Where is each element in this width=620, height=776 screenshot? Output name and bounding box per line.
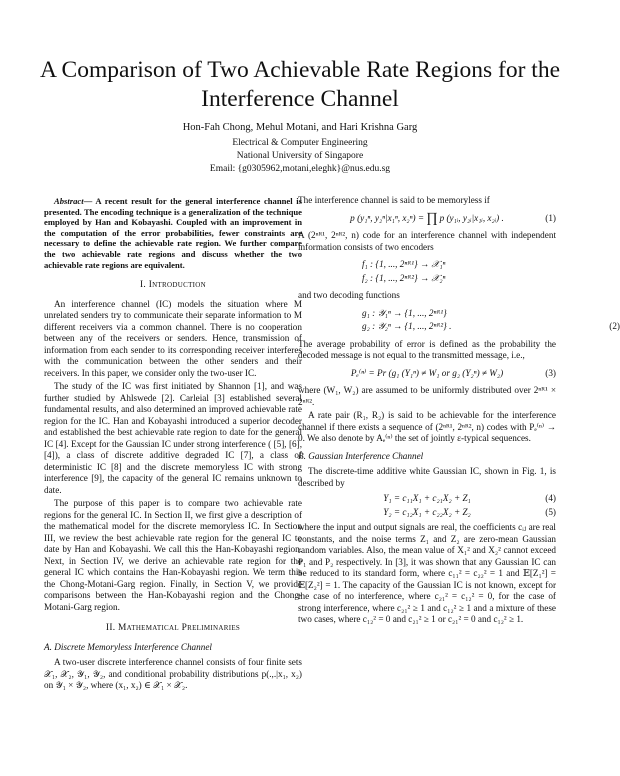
encoder-1: f₁ : {1, ..., 2ⁿᴿ¹} → 𝒳₁ⁿ [362,259,446,269]
gaussian-paragraph-2: where the input and output signals are real, the coefficients cᵢⱼ are real constants, and the noise terms Z₁ and Z₂ are zero-mean Gaussian random variables. Also, the mean value of X₁² and X₂² cannot exceed P₁ and P₂ respectively. In [3], it was shown that any Gaussian IC can be reduced to its standard form, where c₁₁² = c₂₂² = 1 and 𝔼[Z₁²] = 𝔼[Z₂²] = 1. The capacity of the Gaussian IC is not known, except for the case of no interference, where c₂₁² = c₁₂² = 0, for the case of strong interference, where c₂₁² ≥ 1 and c₁₂² ≥ 1 and a mixture of these two cases, where c₁₂² = 0 and c₂₁² ≥ 1 or c₂₁² = 0 and c₁₂² ≥ 1. [298,522,556,624]
equation-4-body: Y₁ = c₁₁X₁ + c₂₁X₂ + Z₁ [383,493,471,503]
affiliation-university: National University of Singapore [236,151,364,161]
equation-5-body: Y₂ = c₁₂X₁ + c₂₂X₂ + Z₂ [383,506,471,517]
decoder-definitions [362,307,620,333]
code-definition-paragraph: A (2ⁿᴿ¹, 2ⁿᴿ², n) code for an interference channel with independent information consists of two encoders [298,230,556,252]
abstract-label: Abstract [54,196,84,206]
abstract [44,196,302,270]
product-symbol: ∏ [426,210,438,226]
decoder-1: g₁ : 𝒴₁ⁿ → {1, ..., 2ⁿᴿ¹} [362,307,447,318]
affiliation-email: Email: {g0305962,motani,eleghk}@nus.edu.sg [209,164,391,174]
math-paragraph-1: A two-user discrete interference channel consists of four finite sets 𝒳₁, 𝒳₂, 𝒴₁, 𝒴₂, and conditional probability distributions p(.,.|x₁, x₂) on 𝒴₁ × 𝒴₂, where (x₁, x₂) ∈ 𝒳₁ × 𝒳₂. [44,657,302,691]
equation-4 [298,493,556,505]
encoder-2: f₂ : {1, ..., 2ⁿᴿ²} → 𝒳₂ⁿ [362,272,446,283]
subsection-heading-dmic: A. Discrete Memoryless Interference Channel [44,641,212,652]
intro-paragraph-2: The study of the IC was first initiated by Shannon [1], and was further studied by Ahlswede [2]. Carleial [3] established several fundamental results, and also determined an improved achievable rate region for the IC. Han and Kobayashi introduced a superior decoder and established the best achievable rate region to date for the general IC [4]. Except for the Gaussian IC under strong interference ( [5], [6], [4]), a class of discrete additive degraded IC [7], a class of deterministic IC [8] and the discrete memoryless IC with strong interference [9], the capacity of the general IC remains unknown to date. [44,381,302,495]
intro-paragraph-3: The purpose of this paper is to compare two achievable rate regions for the general IC. In Section II, we first give a description of the mathematical model for the discrete memoryless IC. In Section III, we review the best achievable rate region for the general IC to date by Han and Kobayashi. We call this the Han-Kobayashi region. Next, in Section IV, we derive an achievable rate region for the general IC which contains the Han-Kobayashi region. We term this the Chong-Motani-Garg region. Finally, in Section V, we provide comparisons between the Han-Kobayashi region and the Chong-Motani-Garg region. [44,498,302,612]
section-heading-introduction: I. Introduction [140,280,206,291]
intro-paragraph-1: An interference channel (IC) models the situation where M unrelated senders try to communicate their separate information to M different receivers via a common channel. There is no cooperation between any of the receivers or senders. Hence, transmission of information from each sender to its corresponding receiver interferes with the communication between the other senders and their receivers. In this paper, we consider only the two-user IC. [44,298,302,378]
equation-4-number: (4) [545,493,556,503]
achievable-rate-paragraph: A rate pair (R₁, R₂) is said to be achievable for the interference channel if there exists a sequence of (2ⁿᴿ¹, 2ⁿᴿ², n) codes with Pₑ⁽ⁿ⁾ → 0. We also denote by Aₑ⁽ⁿ⁾ the set of jointly ε-typical sequences. [298,410,556,443]
equation-3 [298,368,556,380]
equation-1-rhs: p (y₁ᵢ, y₂ᵢ|x₁ᵢ, x₂ᵢ) . [439,212,504,223]
equation-1-number: (1) [545,212,556,223]
memoryless-paragraph: The interference channel is said to be memoryless if [298,195,490,205]
encoder-definitions [362,259,556,284]
paper-title: A Comparison of Two Achievable Rate Regions for the Interference Channel [39,57,561,112]
equation-5-number: (5) [545,506,556,517]
equation-3-body: Pₑ⁽ⁿ⁾ = Pr (g₁ (Y₁ⁿ) ≠ W₁ or g₂ (Y₂ⁿ) ≠ W₂) [350,367,504,378]
author-list: Hon-Fah Chong, Mehul Motani, and Hari Krishna Garg [182,122,418,133]
equation-3-number: (3) [545,367,556,378]
uniform-distribution-paragraph: where (W₁, W₂) are assumed to be uniformly distributed over 2ⁿᴿ¹ × 2ⁿᴿ². [298,385,556,407]
section-heading-math-preliminaries: II. Mathematical Preliminaries [105,623,241,634]
gaussian-paragraph-1: The discrete-time additive white Gaussian IC, shown in Fig. 1, is described by [298,466,556,488]
decoder-intro: and two decoding functions [298,290,400,300]
decoder-2-row [362,321,620,333]
equation-1-lhs: p (y₁ⁿ, y₂ⁿ|x₁ⁿ, x₂ⁿ) = [350,212,425,223]
equation-5 [298,507,556,519]
affiliation-dept: Electrical & Computer Engineering [232,138,368,148]
left-column [44,196,302,694]
right-column [298,195,620,626]
abstract-text: — A recent result for the general interference channel is presented. The encoding technique is a generalization of the technique employed by Han and Kobayashi. Coupled with an improvement in the computation of the error probabilities, fewer constraints are necessary to define the achievable rate region. We further compare the two achievable rate regions and discuss whether the two achievable rate regions are equivalent. [44,196,302,270]
equation-1 [298,210,556,226]
error-probability-paragraph: The average probability of error is defined as the probability the decoded message is not equal to the transmitted message, i.e., [298,338,556,360]
equation-2-number: (2) [609,321,620,331]
subsection-heading-gaussian: B. Gaussian Interference Channel [298,450,424,461]
decoder-2: g₂ : 𝒴₂ⁿ → {1, ..., 2ⁿᴿ²} . [362,321,452,331]
